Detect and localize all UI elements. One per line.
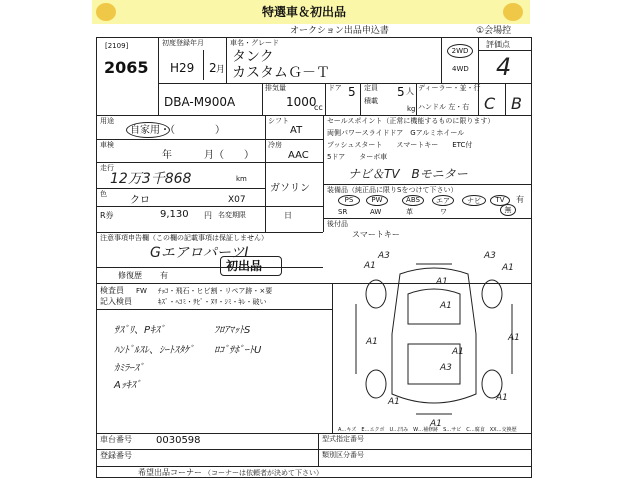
equipment-tv: TV [490,195,510,206]
equipment-label: 装備品（純正品に限りSをつけて下さい） [327,186,458,194]
color-code: X07 [228,195,246,205]
inspector-row1: ﾁｮｺ・飛石・ヒビ割・リペア跡・×要 [158,287,273,295]
equipment-ps: PS [338,195,360,206]
recycle-value: 9,130 [160,209,189,220]
mileage-unit: km [236,175,247,183]
check-left-4: Aｯｷｽﾞ [114,380,141,391]
fw-label: FW [136,287,147,295]
mark-a1-right: A1 [508,333,520,343]
car-name-line2: カスタムＧ－Ｔ [232,65,330,81]
drive-4wd: 4WD [452,65,469,73]
selling-points-line2: プッシュスタート スマートキー ETC付 [327,141,473,149]
mark-a3-trunk: A3 [440,363,452,373]
selling-points-label: セールスポイント（正常に機能するものに限ります） [327,117,495,125]
selling-points-line1: 両側パワースライドドア Gアルミホイール [327,129,465,137]
load-label: 積載 [364,97,378,105]
first-listing-stamp-text: 初出品 [226,259,263,273]
equipment-aw: AW [370,208,382,216]
mark-a1-left: A1 [366,337,378,347]
check-left-1: ｻｽﾞﾘ、Pｷｽﾞ [114,325,166,336]
equipment-air: エア [432,195,454,206]
inspector-label: 検査員 [100,286,124,295]
selling-points-line3: 5ドア ターボ車 [327,153,388,161]
displacement-unit: cc [314,103,323,112]
recycle-unit: 円 [204,211,212,220]
grade-interior: C [484,94,496,113]
form-code-category: 類別区分番号 [322,451,364,459]
seats-value: 5 [397,85,405,99]
shift-label: シフト [268,117,289,125]
tire-circle: 無 [500,204,516,216]
lot-number: 2065 [104,58,149,77]
dealer-sub: ハンドル 左・右 [418,103,470,111]
mileage-label: 走行 [100,164,114,172]
footer-note: （コーナーは依頼者が決めて下さい） [204,469,323,477]
inspector-row2: ｷｽﾞ・ﾍｺﾐ・ｻﾋﾞ・ﾇﾘ・ｼﾐ・ｷﾚ・破い [158,298,267,306]
form-code-formal: 型式指定番号 [322,435,364,443]
doors-label: ドア [328,84,342,92]
displacement-value: 1000 [286,95,317,109]
grade-exterior: B [511,94,522,113]
mark-a1-front-left: A1 [364,261,376,271]
dealer-label: ディーラー・並・行 [418,84,481,92]
equipment-abs: ABS [402,195,424,206]
mark-a3-front-right: A3 [484,251,496,261]
model-value: DBA-M900A [164,95,236,109]
car-name-label: 車名・グレード [230,39,279,47]
repair-value: 有 [160,271,168,280]
color-label: 色 [100,190,107,198]
color-value: クロ [130,195,150,206]
fuel-value: ガソリン [270,183,310,194]
lion-icon [503,3,523,21]
top-code: [2109] [105,42,129,50]
load-unit: kg [407,105,416,113]
first-reg-month: 2 [209,61,217,75]
first-reg-year: H29 [170,61,195,75]
frame-no-label: 車台番号 [100,435,132,444]
mileage-value: 12万3千868 [110,171,192,187]
check-right-2: ﾛｺﾞｻﾎﾟｰﾄU [214,345,262,356]
mark-a1-rear-right: A1 [496,393,508,403]
usage-circle [126,122,170,138]
equipment-handwritten: ナビ＆TV Bモニター [348,167,468,181]
displacement-label: 排気量 [265,84,286,92]
mark-a3-front-left: A3 [378,251,390,261]
corner-label: ①会場控 [476,26,512,36]
cd-md: 有 [516,195,524,204]
mark-a1-front-right: A1 [502,263,514,273]
first-reg-month-unit: 月 [216,65,226,75]
equipment-navi: ナビ [462,195,486,206]
equipment-wa: ワ [440,208,447,216]
usage-label: 用途 [100,117,114,125]
inspection-month: 月（ ） [204,150,254,161]
grade-label: 評価点 [486,40,510,49]
mark-a1-rear: A1 [430,419,442,429]
mark-a1-front: A1 [436,277,448,287]
ac-value: AAC [288,150,309,161]
car-damage-diagram [336,244,532,434]
equipment-pw: PW [366,195,388,206]
usage-value: 自家用・（ ） [130,125,225,136]
check-left-2: ﾊﾝﾄﾞﾙｽﾚ、ｼｰﾄｽﾀｹﾞ [114,345,194,356]
drive-2wd-oval: 2WD [447,44,473,58]
doors-value: 5 [348,85,356,99]
first-reg-label: 初度登録年月 [162,39,204,47]
banner-title: 特選車＆初出品 [262,5,347,19]
frame-no-value: 0030598 [156,435,201,446]
inspection-year: 年 [162,150,172,161]
diagram-legend: A…キズ E…エクボ U…凹み W…補修跡 S…サビ C…腐食 XX…交換歴 [338,427,517,433]
entry-label: 記入検員 [100,297,132,306]
header-title: オークション出品申込書 [290,26,389,36]
equipment-leather: 革 [406,208,413,216]
recycle-label: R券 [100,211,114,220]
mark-a1-rear-left: A1 [388,397,400,407]
notes-label: 注意事項申告欄（この欄の記載事項は保証しません） [100,234,268,242]
name-change-label: 名変期限 [218,211,246,219]
equipment-sr: SR [338,208,348,216]
accessories-value: スマートキー [352,230,400,239]
repair-label: 修復歴 [118,271,142,280]
check-right-1: ﾌﾛｱﾏｯﾄS [214,325,251,336]
inspection-label: 車検 [100,141,114,149]
seats-label: 定員 [364,84,378,92]
check-left-3: ｶﾐﾗｰｽﾞ [114,363,144,374]
ac-label: 冷房 [268,141,282,149]
accessories-label: 後付品 [327,220,348,228]
lion-icon [96,3,116,21]
name-change-unit: 日 [284,211,292,220]
seats-unit: 人 [406,87,414,96]
footer-label: 希望出品コーナー [138,468,202,477]
grade-value: 4 [496,53,512,81]
notes-handwritten: GエアロパーツI [150,245,249,261]
car-name-line1: タンク [232,49,274,65]
shift-value: AT [290,125,303,136]
plate-no-label: 登録番号 [100,451,132,460]
mark-a1-roof: A1 [452,347,464,357]
mark-a1-hood: A1 [440,301,452,311]
